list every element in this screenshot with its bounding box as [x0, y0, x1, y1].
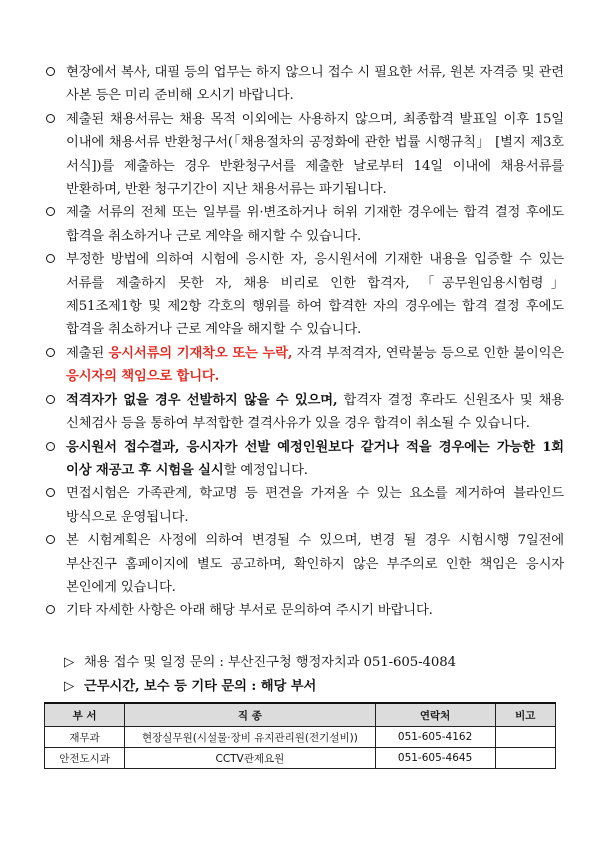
- notice-text: 본 시험계획은 사정에 의하여 변경될 수 있으며, 변경 될 경우 시험시행 7일전에 부산진구 홈페이지에 별도 공고하며, 확인하지 않은 부주의로 인한 책임은 응시자 본인에게 있습니다.: [66, 533, 564, 595]
- notice-text: 부정한 방법에 의하여 시험에 응시한 자, 응시원서에 기재한 내용을 입증할 수 있는 서류를 제출하지 못한 자, 채용 비리로 인한 합격자, 「공무원임용시험령」 제51조제1항 및 제2항 각호의 행위를 하여 합격한 자의 경우에는 합격 결정 후에도 합격을 취소하거나 근로 계약을 해지할 수 있습니다.: [66, 252, 564, 338]
- cell-job-type: 현장실무원(시설물·장비 유지관리원(전기설비)): [125, 727, 375, 748]
- cell-contact: 051-605-4162: [375, 727, 495, 748]
- table-row: [45, 748, 556, 769]
- notice-text: 할 예정입니다.: [223, 462, 308, 478]
- notice-text: 기타 자세한 사항은 아래 해당 부서로 문의하여 주시기 바랍니다.: [66, 603, 433, 619]
- circle-bullet-icon: [46, 348, 55, 357]
- department-table: [44, 702, 556, 769]
- circle-bullet-icon: [46, 442, 55, 451]
- circle-bullet-icon: [46, 207, 55, 216]
- notice-item: [44, 248, 564, 342]
- circle-bullet-icon: [46, 395, 55, 404]
- highlight-text: 응시자의 책임으로 합니다.: [66, 369, 220, 385]
- cell-contact: 051-605-4645: [375, 748, 495, 769]
- header-department: 부 서: [45, 703, 125, 727]
- header-job-type: 직 종: [125, 703, 375, 727]
- notice-item: [44, 389, 564, 436]
- notice-item: [44, 201, 564, 248]
- cell-remarks: [495, 748, 555, 769]
- table-row: [45, 727, 556, 748]
- recruit-inquiry-text: 채용 접수 및 일정 문의 : 부산진구청 행정자치과 051-605-4084: [84, 655, 456, 670]
- notice-text: 현장에서 복사, 대필 등의 업무는 하지 않으니 접수 시 필요한 서류, 원본 자격증 및 관련 사본 등은 미리 준비해 오시기 바랍니다.: [66, 65, 564, 104]
- table-header-row: [45, 703, 556, 727]
- cell-remarks: [495, 727, 555, 748]
- emphasis-text: 적격자가 없을 경우 선발하지 않을 수 있으며,: [66, 392, 338, 408]
- notice-item: [44, 436, 564, 483]
- circle-bullet-icon: [46, 67, 55, 76]
- notice-item: [44, 61, 564, 108]
- other-inquiry-text: 근무시간, 보수 등 기타 문의 : 해당 부서: [84, 679, 317, 694]
- triangle-right-icon: ▷: [64, 655, 75, 670]
- notice-text: 합격자 결정 후라도 신원조사 및 채용 신체검사 등을 통하여 부적합한 결격사유가 있을 경우 합격이 취소될 수 있습니다.: [66, 392, 564, 432]
- other-inquiry-line: [64, 675, 544, 699]
- cell-job-type: CCTV관제요원: [125, 748, 375, 769]
- notice-text: 제출된: [66, 345, 109, 361]
- cell-department: 재무과: [45, 727, 125, 748]
- cell-department: 안전도시과: [45, 748, 125, 769]
- header-contact: 연락처: [375, 703, 495, 727]
- emphasis-text: 응시원서 접수결과, 응시자가 선발 예정인원보다 같거나 적을 경우에는 가능한 1회 이상 재공고 후 시험을 실시: [66, 439, 564, 478]
- triangle-right-icon: ▷: [64, 679, 75, 694]
- contact-info: [64, 651, 544, 699]
- notice-item: [44, 482, 564, 529]
- notice-item: [44, 529, 564, 599]
- highlight-text: 응시서류의 기재착오 또는 누락,: [108, 345, 293, 361]
- circle-bullet-icon: [46, 488, 55, 497]
- notice-text: 자격 부적격자, 연락불능 등으로 인한 불이익은: [292, 345, 564, 361]
- notice-item: [44, 599, 564, 622]
- circle-bullet-icon: [46, 114, 55, 123]
- notice-text: 제출된 채용서류는 채용 목적 이외에는 사용하지 않으며, 최종합격 발표일 이후 15일 이내에 채용서류 반환청구서(「채용절차의 공정화에 관한 법률 시행규칙」 [별지 제3호 서식])를 제출하는 경우 반환청구서를 제출한 날로부터 14일 이내에 채용서류를 반환하며, 반환 청구기간이 지난 채용서류는 파기됩니다.: [66, 111, 564, 198]
- circle-bullet-icon: [46, 605, 55, 614]
- notice-list: [44, 61, 564, 623]
- header-remarks: 비고: [495, 703, 555, 727]
- notice-text: 제출 서류의 전체 또는 일부를 위·변조하거나 허위 기재한 경우에는 합격 결정 후에도 합격을 취소하거나 근로 계약을 해지할 수 있습니다.: [66, 205, 564, 244]
- circle-bullet-icon: [46, 535, 55, 544]
- notice-text: 면접시험은 가족관계, 학교명 등 편견을 가져올 수 있는 요소를 제거하여 블라인드 방식으로 운영됩니다.: [66, 486, 564, 525]
- notice-item: [44, 342, 564, 389]
- recruit-inquiry-line: [64, 651, 544, 675]
- circle-bullet-icon: [46, 254, 55, 263]
- notice-item: [44, 108, 564, 202]
